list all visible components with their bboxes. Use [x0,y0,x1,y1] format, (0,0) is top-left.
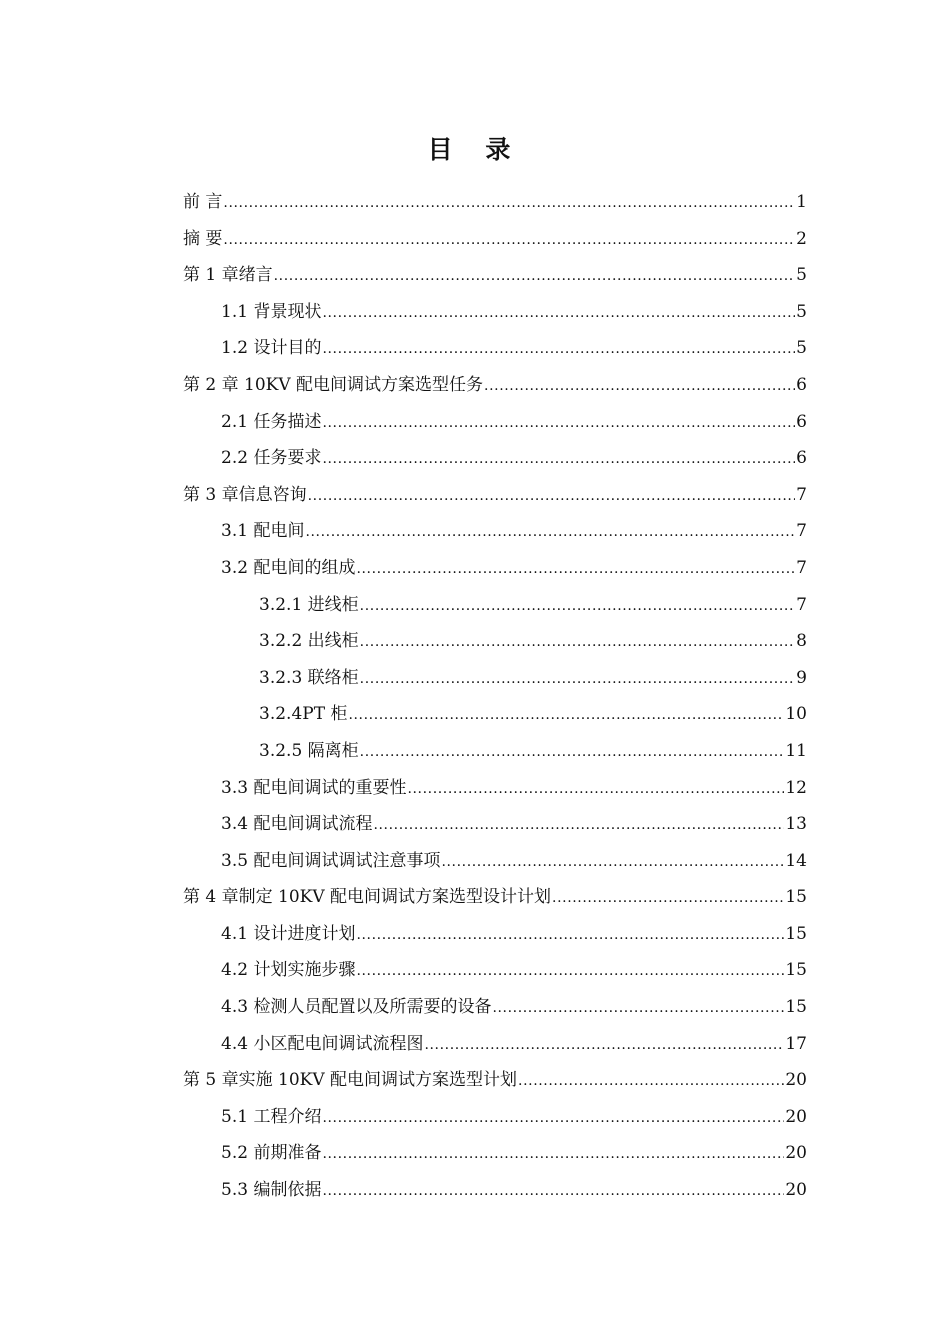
toc-entry-page-number: 1 [796,192,807,212]
toc-entry-page-number: 5 [796,265,807,286]
toc-entry[interactable] [183,587,807,624]
toc-dot-leader [223,222,795,259]
toc-entry-text: 4.3 检测人员配置以及所需要的设备 [221,997,492,1018]
toc-entry[interactable] [183,843,807,880]
toc-entry[interactable] [183,660,807,697]
toc-entry-text: 4.1 设计进度计划 [221,923,356,944]
toc-dot-leader [492,990,784,1027]
toc-entry[interactable] [183,550,807,587]
toc-entry-text: 第 3 章信息咨询 [183,484,307,505]
toc-entry-page-number: 11 [785,740,807,761]
toc-dot-leader [274,258,796,295]
toc-entry[interactable] [183,696,807,733]
toc-entry-page-number: 6 [796,448,807,469]
toc-entry-text: 3.3 配电间调试的重要性 [221,777,407,798]
toc-entry[interactable] [183,257,807,294]
toc-entry-text: 4.4 小区配电间调试流程图 [221,1033,424,1054]
toc-entry-text: 1.2 设计目的 [221,338,322,359]
toc-entry-text: 第 2 章 10KV 配电间调试方案选型任务 [183,374,484,395]
toc-title: 目 录 [427,135,523,164]
toc-dot-leader [360,588,796,625]
toc-dot-leader [322,441,795,478]
toc-dot-leader [322,295,795,332]
toc-entry-page-number: 7 [796,521,807,542]
toc-entry-text: 3.2 配电间的组成 [221,557,356,578]
toc-entry-page-number: 7 [796,484,807,505]
toc-entry[interactable] [183,404,807,441]
toc-entry-page-number: 20 [785,1143,807,1164]
toc-dot-leader [322,1136,784,1173]
toc-entry[interactable] [183,1062,807,1099]
toc-entry[interactable] [183,367,807,404]
toc-entry-text: 3.2.3 联络柜 [259,667,359,688]
toc-entry[interactable] [183,330,807,367]
toc-dot-leader [518,1063,784,1100]
toc-entry-page-number: 7 [796,557,807,578]
toc-entry-text: 第 4 章制定 10KV 配电间调试方案选型设计计划 [183,887,552,908]
toc-entry-text: 第 1 章绪言 [183,265,273,286]
toc-entry-page-number: 15 [785,997,807,1018]
toc-dot-leader [322,1100,784,1137]
toc-entry-page-number: 5 [796,338,807,359]
toc-entry[interactable] [183,221,807,258]
toc-entry[interactable] [183,623,807,660]
toc-dot-leader [552,880,784,917]
toc-entry-page-number: 14 [785,850,807,871]
toc-entry-text: 2.1 任务描述 [221,411,322,432]
toc-entry-text: 3.2.4PT 柜 [259,704,348,725]
toc-entry[interactable] [183,294,807,331]
toc-entry-page-number: 9 [796,667,807,688]
toc-dot-leader [305,514,795,551]
toc-dot-leader [484,368,795,405]
toc-entry-page-number: 20 [785,1180,807,1201]
toc-entry[interactable] [183,477,807,514]
toc-dot-leader [373,807,784,844]
toc-entry[interactable] [183,184,807,221]
toc-entry[interactable] [183,1099,807,1136]
toc-entry-text: 1.1 背景现状 [221,301,322,322]
toc-entry[interactable] [183,440,807,477]
toc-entry-page-number: 15 [785,960,807,981]
toc-entry-page-number: 8 [796,631,807,652]
toc-entry[interactable] [183,806,807,843]
toc-entry-page-number: 10 [785,704,807,725]
toc-entry-text: 第 5 章实施 10KV 配电间调试方案选型计划 [183,1070,518,1091]
toc-dot-leader [308,478,796,515]
toc-entry[interactable] [183,733,807,770]
toc-entry[interactable] [183,879,807,916]
toc-dot-leader [360,624,796,661]
toc-entry-page-number: 15 [785,887,807,908]
toc-entry-page-number: 17 [785,1033,807,1054]
toc-entry[interactable] [183,952,807,989]
toc-entry-text: 3.1 配电间 [221,521,305,542]
toc-entry[interactable] [183,1135,807,1172]
toc-entry-page-number: 20 [785,1070,807,1091]
toc-entry-page-number: 13 [785,814,807,835]
toc-entry-page-number: 12 [785,777,807,798]
toc-entry[interactable] [183,916,807,953]
toc-entry[interactable] [183,1026,807,1063]
toc-entry-text: 4.2 计划实施步骤 [221,960,356,981]
toc-entry-page-number: 6 [796,374,807,395]
toc-entry-text: 3.2.2 出线柜 [259,631,359,652]
toc-entry-text: 5.3 编制依据 [221,1180,322,1201]
toc-entry-text: 摘 要 [183,228,223,249]
toc-entry-page-number: 2 [796,228,807,249]
toc-entry[interactable] [183,1172,807,1209]
toc-dot-leader [322,331,795,368]
toc-entry-text: 3.2.1 进线柜 [259,594,359,615]
toc-dot-leader [360,734,785,771]
toc-dot-leader [360,661,796,698]
toc-dot-leader [322,1173,784,1210]
toc-dot-leader [223,185,795,222]
toc-entry-text: 5.2 前期准备 [221,1143,322,1164]
toc-entry-page-number: 7 [796,594,807,615]
toc-entry-page-number: 6 [796,411,807,432]
toc-entry-page-number: 5 [796,301,807,322]
toc-dot-leader [424,1027,784,1064]
toc-entry-page-number: 20 [785,1106,807,1127]
toc-entry-page-number: 15 [785,923,807,944]
toc-entry[interactable] [183,770,807,807]
toc-dot-leader [322,405,795,442]
toc-entry-text: 3.2.5 隔离柜 [259,740,359,761]
toc-entry[interactable] [183,989,807,1026]
toc-entry-text: 5.1 工程介绍 [221,1106,322,1127]
toc-dot-leader [356,953,784,990]
toc-list [183,184,807,1209]
toc-entry-text: 2.2 任务要求 [221,448,322,469]
toc-entry-text: 前 言 [183,192,223,212]
toc-dot-leader [356,917,784,954]
toc-dot-leader [356,551,795,588]
toc-entry-text: 3.4 配电间调试流程 [221,814,373,835]
toc-dot-leader [441,844,784,881]
toc-entry[interactable] [183,513,807,550]
toc-entry-text: 3.5 配电间调试调试注意事项 [221,850,441,871]
toc-dot-leader [407,771,784,808]
toc-dot-leader [348,697,784,734]
